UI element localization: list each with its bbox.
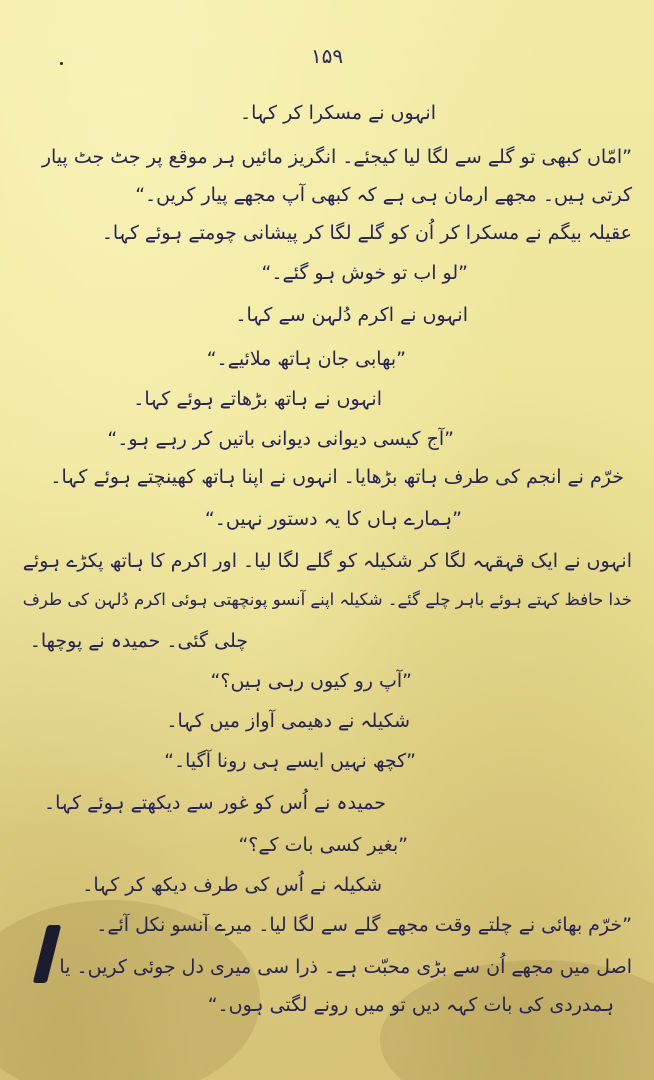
text-line: ”امّاں کبھی تو گلے سے لگا لیا کیجئے۔ انگریز مائیں ہر موقع پر جٹ جٹ پیار [41, 146, 632, 168]
text-line: انہوں نے اکرم دُلہن سے کہا۔ [235, 304, 468, 326]
text-line: شکیلہ نے اُس کی طرف دیکھ کر کہا۔ [82, 874, 382, 896]
text-line: چلی گئی۔ حمیدہ نے پوچھا۔ [29, 630, 248, 652]
water-stain [380, 960, 654, 1080]
text-line: اصل میں مجھے اُن سے بڑی محبّت ہے۔ ذرا سی میری دل جوئی کریں۔ یا [59, 956, 632, 978]
text-line: انہوں نے ایک قہقہہ لگا کر شکیلہ کو گلے لگا لیا۔ اور اکرم کا ہاتھ پکڑے ہوئے [22, 550, 632, 572]
text-line: ہمدردی کی بات کہہ دیں تو میں رونے لگتی ہوں۔“ [207, 994, 614, 1016]
text-line: ”ہمارے ہاں کا یہ دستور نہیں۔“ [204, 508, 462, 530]
text-line: ”لو اب تو خوش ہو گئے۔“ [261, 262, 468, 284]
text-line: حمیدہ نے اُس کو غور سے دیکھتے ہوئے کہا۔ [44, 792, 386, 814]
text-line: کرتی ہیں۔ مجھے ارمان ہی ہے کہ کبھی آپ مجھے پیار کریں۔“ [135, 184, 632, 206]
text-line: انہوں نے مسکرا کر کہا۔ [239, 102, 436, 124]
text-line: عقیلہ بیگم نے مسکرا کر اُن کو گلے لگا کر پیشانی چومتے ہوئے کہا۔ [101, 222, 632, 244]
page-number: ۱۵۹ [310, 44, 344, 68]
text-line: شکیلہ نے دھیمی آواز میں کہا۔ [166, 710, 410, 732]
text-line: انہوں نے ہاتھ بڑھاتے ہوئے کہا۔ [133, 388, 382, 410]
text-line: ”خرّم بھائی نے چلتے وقت مجھے گلے سے لگا لیا۔ میرے آنسو نکل آئے۔ [96, 914, 632, 936]
text-line: خدا حافظ کہتے ہوئے باہر چلے گئے۔ شکیلہ اپنے آنسو پونچھتی ہوئی اکرم دُلہن کی طرف [22, 590, 632, 609]
text-line: ”بھابی جان ہاتھ ملائیے۔“ [206, 348, 406, 370]
text-line: ”کچھ نہیں ایسے ہی رونا آگیا۔“ [164, 750, 416, 772]
text-line: ”بغیر کسی بات کے؟“ [238, 834, 408, 856]
text-line: ”آپ رو کیوں رہی ہیں؟“ [210, 670, 412, 692]
text-line: خرّم نے انجم کی طرف ہاتھ بڑھایا۔ انہوں نے اپنا ہاتھ کھینچتے ہوئے کہا۔ [50, 466, 624, 488]
text-line: ”آج کیسی دیوانی دیوانی باتیں کر رہے ہو۔“ [107, 428, 454, 450]
